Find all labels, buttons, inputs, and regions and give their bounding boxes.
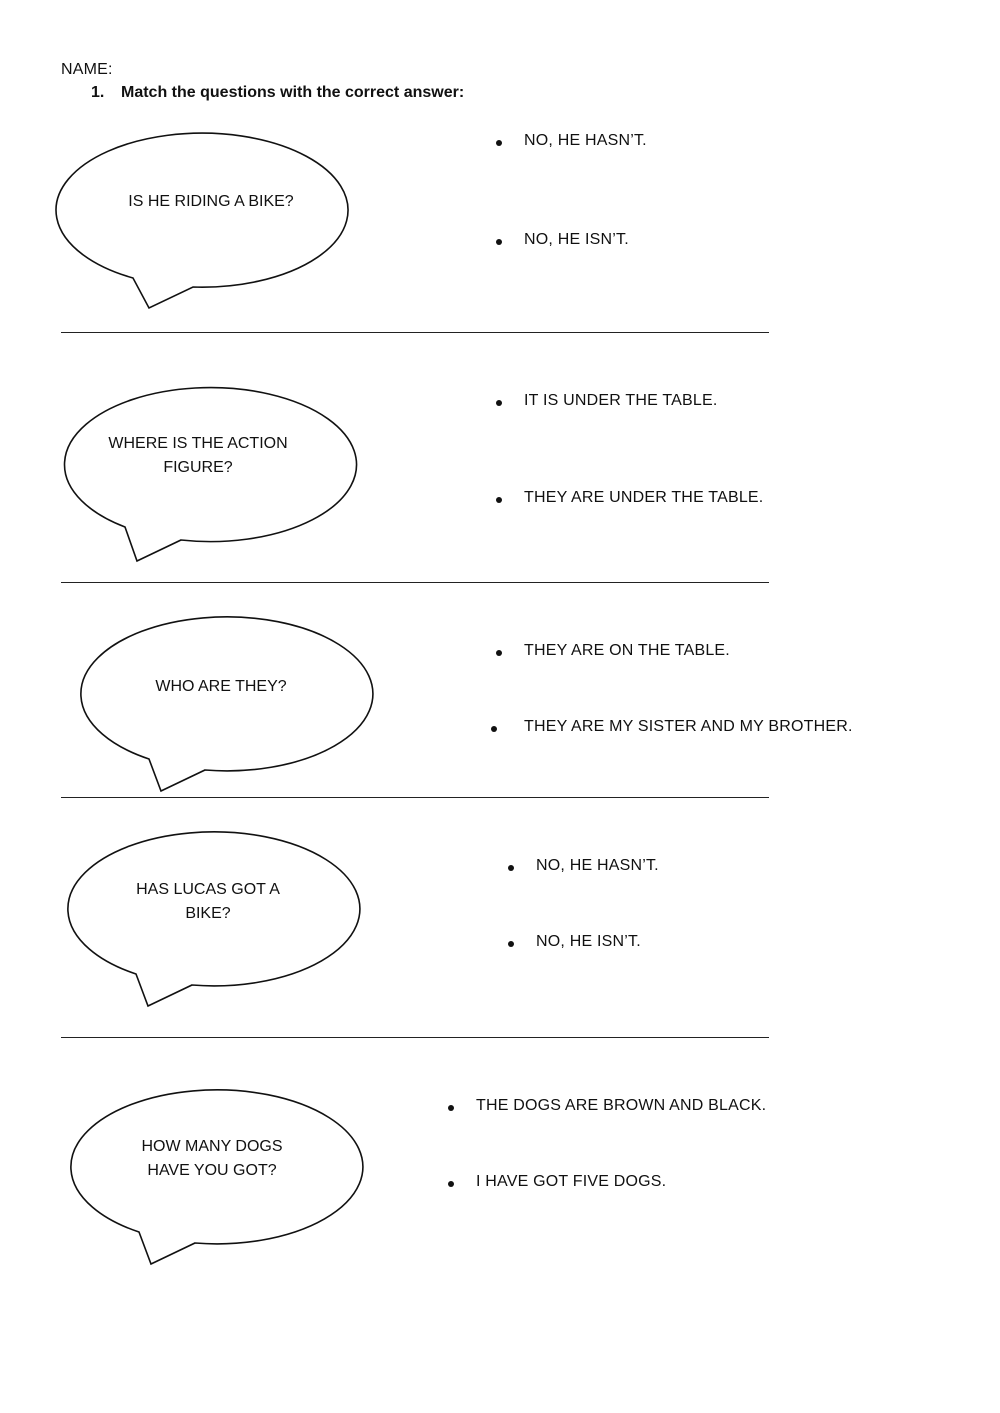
answer-text: I HAVE GOT FIVE DOGS. <box>476 1173 667 1190</box>
question-text: WHO ARE THEY? <box>155 678 287 695</box>
bullet-icon <box>491 726 497 732</box>
answer-text: IT IS UNDER THE TABLE. <box>524 392 718 409</box>
answer-text: THEY ARE MY SISTER AND MY BROTHER. <box>524 718 853 735</box>
bullet-icon <box>496 650 502 656</box>
answer-text: NO, HE HASN’T. <box>524 132 647 149</box>
answer-text: NO, HE ISN’T. <box>536 933 641 950</box>
answer-option[interactable] <box>524 132 647 150</box>
divider-line <box>61 582 769 583</box>
divider-line <box>61 332 769 333</box>
answer-option[interactable] <box>524 231 629 249</box>
name-label: NAME: <box>61 61 113 78</box>
speech-bubble <box>60 130 365 315</box>
answer-text: NO, HE ISN’T. <box>524 231 629 248</box>
question-text: HOW MANY DOGS HAVE YOU GOT? <box>141 1138 283 1179</box>
answer-text: THE DOGS ARE BROWN AND BLACK. <box>476 1097 767 1114</box>
instruction-text: Match the questions with the correct answer: <box>121 84 465 101</box>
question-text: HAS LUCAS GOT A BIKE? <box>136 881 280 922</box>
answer-option[interactable] <box>524 718 853 736</box>
answer-option[interactable] <box>524 392 718 410</box>
speech-bubble <box>72 613 377 798</box>
question-text: IS HE RIDING A BIKE? <box>128 193 294 210</box>
bullet-icon <box>448 1181 454 1187</box>
answer-option[interactable] <box>536 933 641 951</box>
instruction-number: 1. <box>91 84 105 101</box>
answer-option[interactable] <box>524 642 730 660</box>
bullet-icon <box>448 1105 454 1111</box>
answer-text: NO, HE HASN’T. <box>536 857 659 874</box>
answer-option[interactable] <box>476 1173 666 1191</box>
answer-text: THEY ARE ON THE TABLE. <box>524 642 730 659</box>
bullet-icon <box>496 400 502 406</box>
answer-text: THEY ARE UNDER THE TABLE. <box>524 489 764 506</box>
bullet-icon <box>508 865 514 871</box>
bullet-icon <box>496 239 502 245</box>
instruction-heading <box>91 84 464 102</box>
bullet-icon <box>496 140 502 146</box>
answer-option[interactable] <box>524 489 763 507</box>
question-text: WHERE IS THE ACTION FIGURE? <box>108 435 288 476</box>
bullet-icon <box>496 497 502 503</box>
answer-option[interactable] <box>476 1097 766 1115</box>
answer-option[interactable] <box>536 857 659 875</box>
divider-line <box>61 797 769 798</box>
divider-line <box>61 1037 769 1038</box>
bullet-icon <box>508 941 514 947</box>
